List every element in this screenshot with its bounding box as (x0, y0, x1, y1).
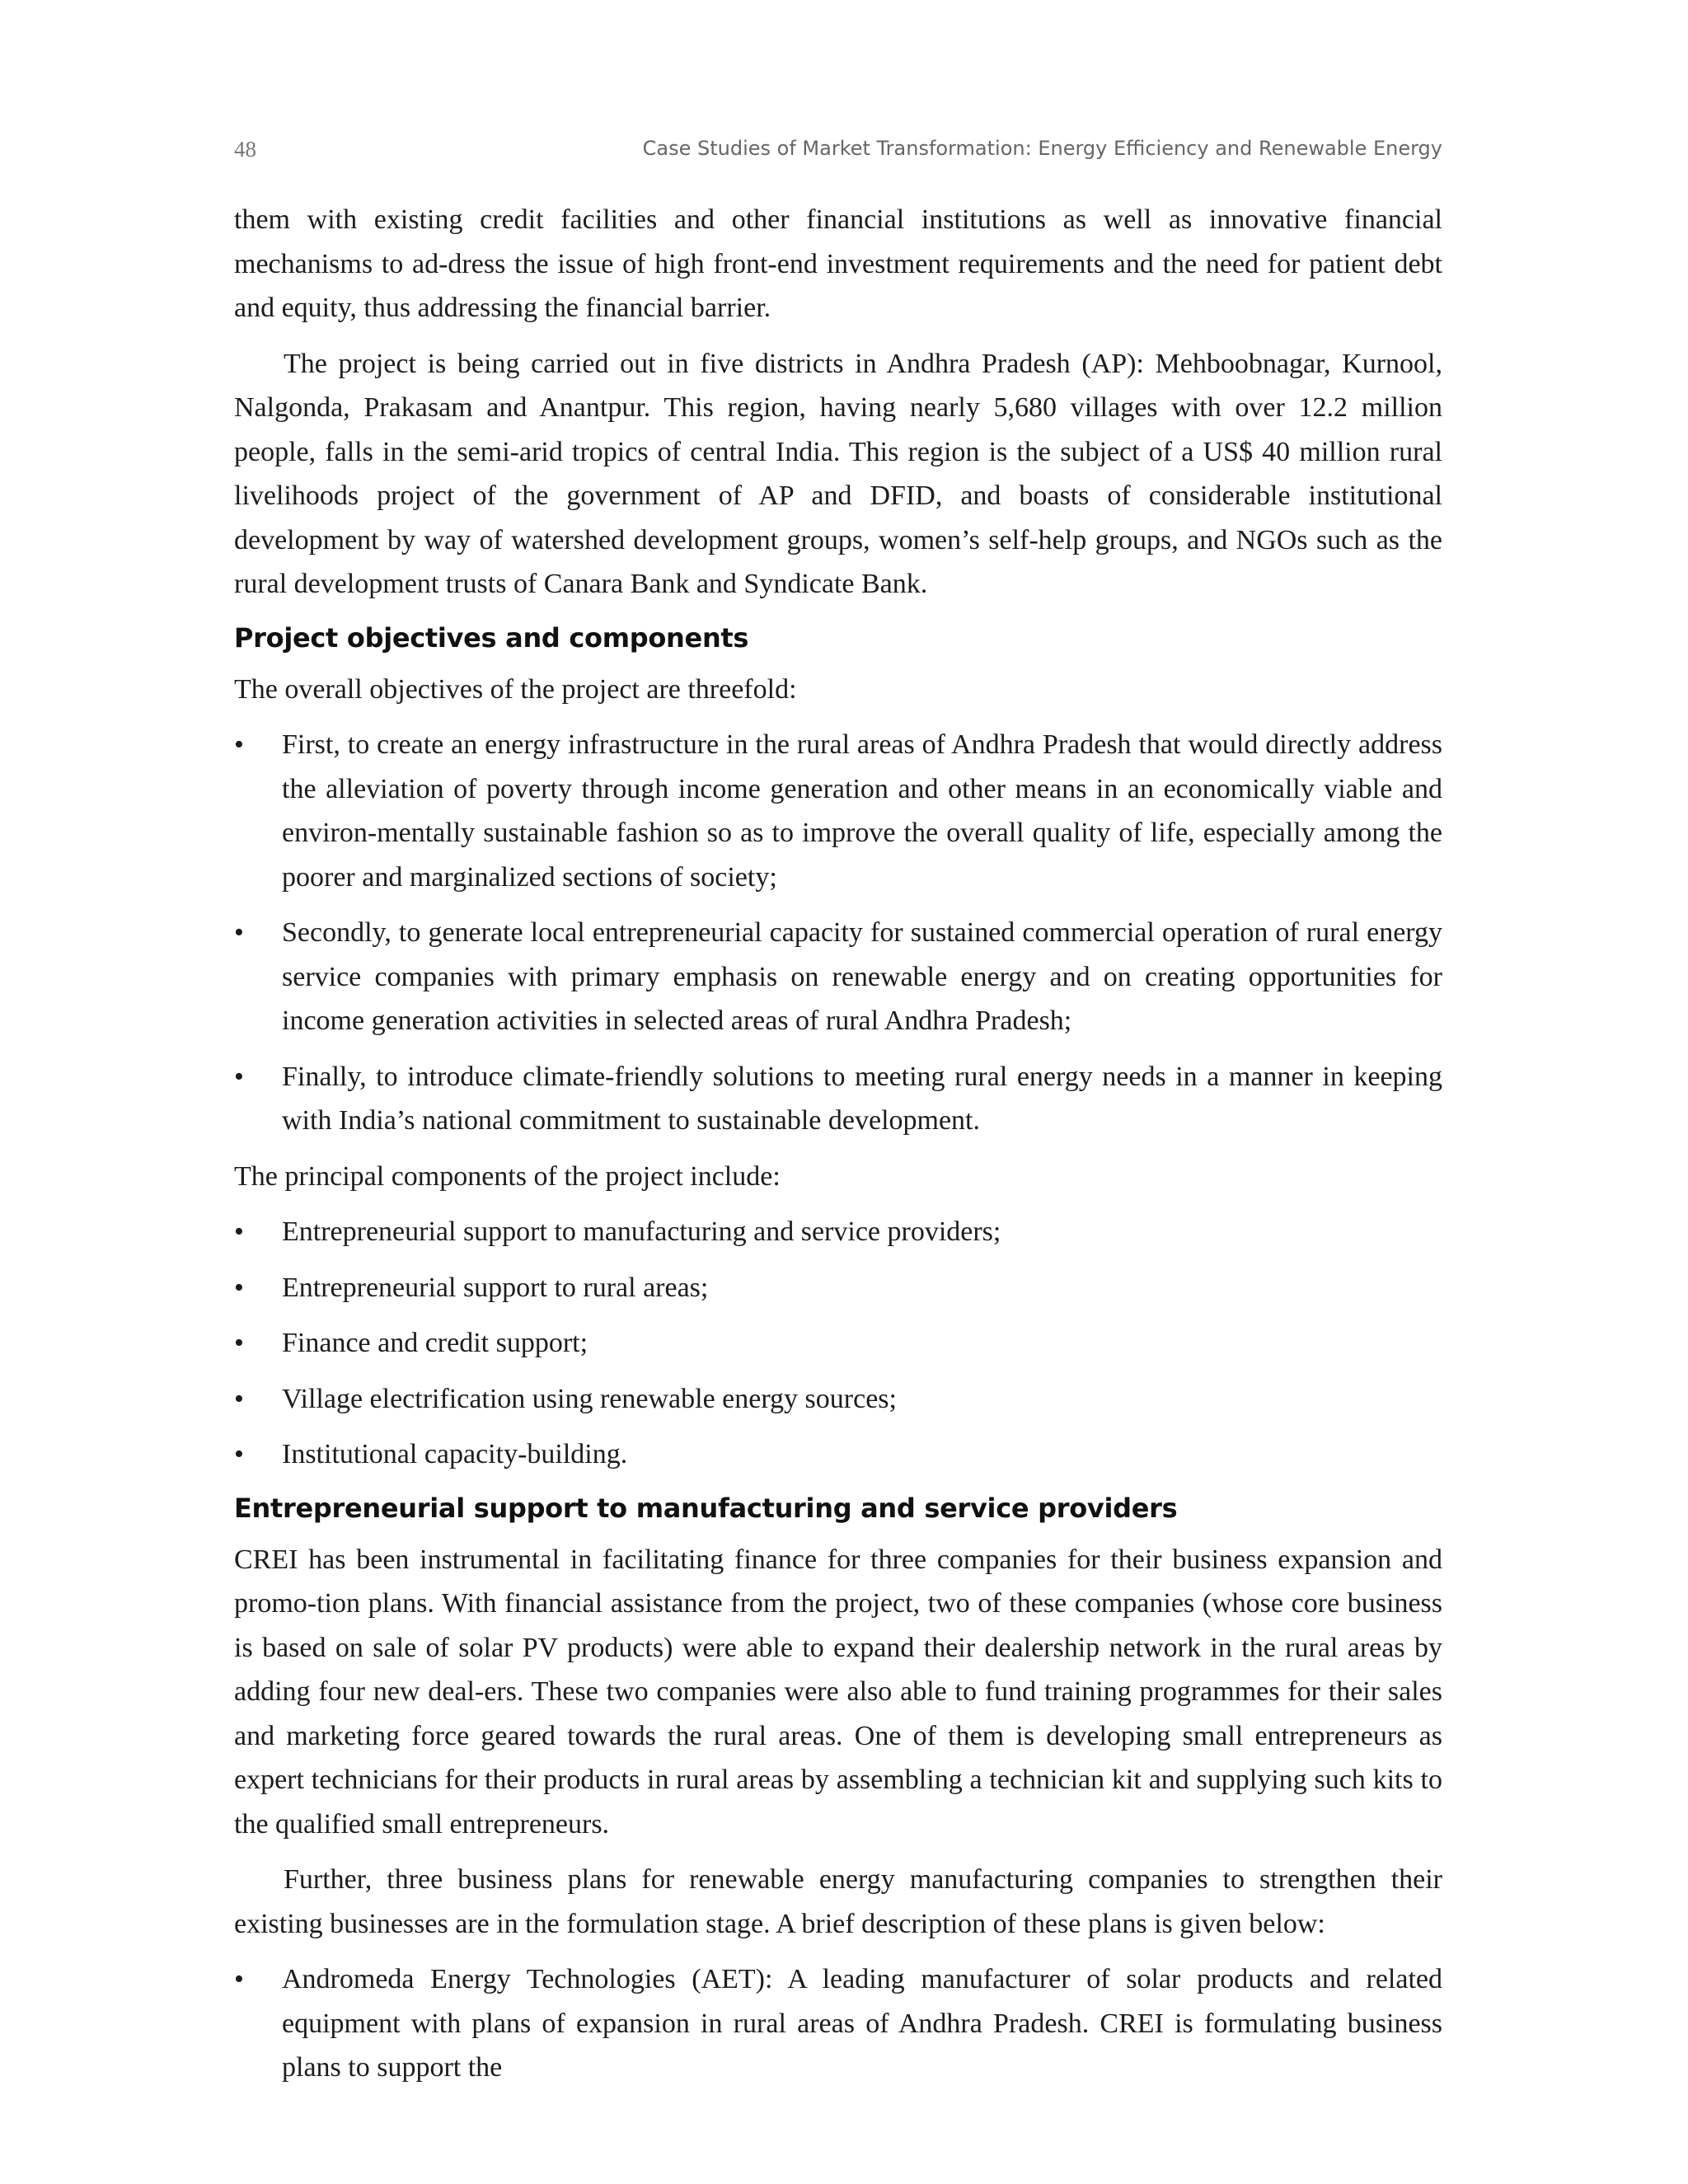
list-item (234, 1432, 1442, 1477)
paragraph-financial-barrier: them with existing credit facilities and other financial institutions as well as innovative financial mechanisms to ad-dress the issue of high front-end investment requirements and the need for patient debt and equity, thus addressing the financial barrier. (234, 204, 1442, 323)
components-list (234, 1210, 1442, 1477)
list-item-text: Andromeda Energy Technologies (AET): A leading manufacturer of solar products and related equipment with plans of expansion in rural areas of Andhra Pradesh. CREI is formulating business plans to support the (282, 1964, 1442, 2083)
objectives-list (234, 723, 1442, 1143)
running-title: Case Studies of Market Transformation: Energy Efficiency and Renewable Energy (642, 137, 1442, 160)
list-item (234, 723, 1442, 899)
heading-entrepreneurial-support: Entrepreneurial support to manufacturing and service providers (234, 1492, 1178, 1524)
heading-objectives: Project objectives and components (234, 621, 749, 654)
bullet-icon: • (234, 1328, 244, 1358)
bullet-icon: • (234, 1439, 244, 1469)
list-item-text: Institutional capacity-building. (282, 1439, 628, 1469)
bullet-icon: • (234, 1061, 244, 1092)
paragraph-business-plans: Further, three business plans for renewable energy manufacturing companies to strengthen their existing businesses are in the formulation stage. A brief description of these plans is given below: (234, 1864, 1442, 1939)
page-body (234, 198, 1442, 2102)
list-item (234, 1055, 1442, 1143)
objectives-intro: The overall objectives of the project are threefold: (234, 673, 797, 705)
list-item-text: Village electrification using renewable energy sources; (282, 1383, 897, 1414)
bullet-icon: • (234, 729, 244, 760)
list-item-text: Entrepreneurial support to rural areas; (282, 1272, 709, 1303)
list-item-text: Finance and credit support; (282, 1328, 588, 1358)
list-item-text: Secondly, to generate local entrepreneurial capacity for sustained commercial operation of rural energy service companies with primary emphasis on renewable energy and on creating opportunities for income generation activities in selected areas of rural Andhra Pradesh; (282, 917, 1442, 1036)
page-header (234, 132, 1442, 168)
bullet-icon: • (234, 1272, 244, 1303)
page-number: 48 (234, 137, 256, 162)
paragraph-project-region: The project is being carried out in five districts in Andhra Pradesh (AP): Mehboobnagar, Kurnool, Nalgonda, Prakasam and Anantpur. This region, having nearly 5,680 villages with over 12.2 million people, falls in the semi-arid tropics of central India. This region is the subject of a US$ 40 million rural livelihoods project of the government of AP and DFID, and boasts of considerable institutional development by way of watershed development groups, women’s self-help groups, and NGOs such as the rural development trusts of Canara Bank and Syndicate Bank. (234, 348, 1442, 599)
list-item-text: Finally, to introduce climate-friendly solutions to meeting rural energy needs in a manner in keeping with India’s national commitment to sustainable development. (282, 1061, 1442, 1136)
list-item (234, 1377, 1442, 1422)
bullet-icon: • (234, 1383, 244, 1414)
bullet-icon: • (234, 1964, 244, 1994)
list-item (234, 1321, 1442, 1366)
paragraph-crei-finance: CREI has been instrumental in facilitating finance for three companies for their business expansion and promo-tion plans. With financial assistance from the project, two of these companies (whose core business is based on sale of solar PV products) were able to expand their dealership network in the rural areas by adding four new deal-ers. These two companies were also able to fund training programmes for their sales and marketing force geared towards the rural areas. One of them is developing small entrepreneurs as expert technicians for their products in rural areas by assembling a technician kit and supplying such kits to the qualified small entrepreneurs. (234, 1544, 1442, 1840)
bullet-icon: • (234, 917, 244, 948)
list-item (234, 1266, 1442, 1310)
components-intro: The principal components of the project include: (234, 1160, 781, 1192)
list-item (234, 911, 1442, 1043)
list-item-text: Entrepreneurial support to manufacturing and service providers; (282, 1216, 1001, 1247)
list-item-text: First, to create an energy infrastructure in the rural areas of Andhra Pradesh that would directly address the alleviation of poverty through income generation and other means in an economically viable and environ-mentally sustainable fashion so as to improve the overall quality of life, especially among the poorer and marginalized sections of society; (282, 729, 1442, 893)
list-item (234, 1210, 1442, 1254)
bullet-icon: • (234, 1216, 244, 1247)
plans-list (234, 1957, 1442, 2090)
list-item (234, 1957, 1442, 2090)
